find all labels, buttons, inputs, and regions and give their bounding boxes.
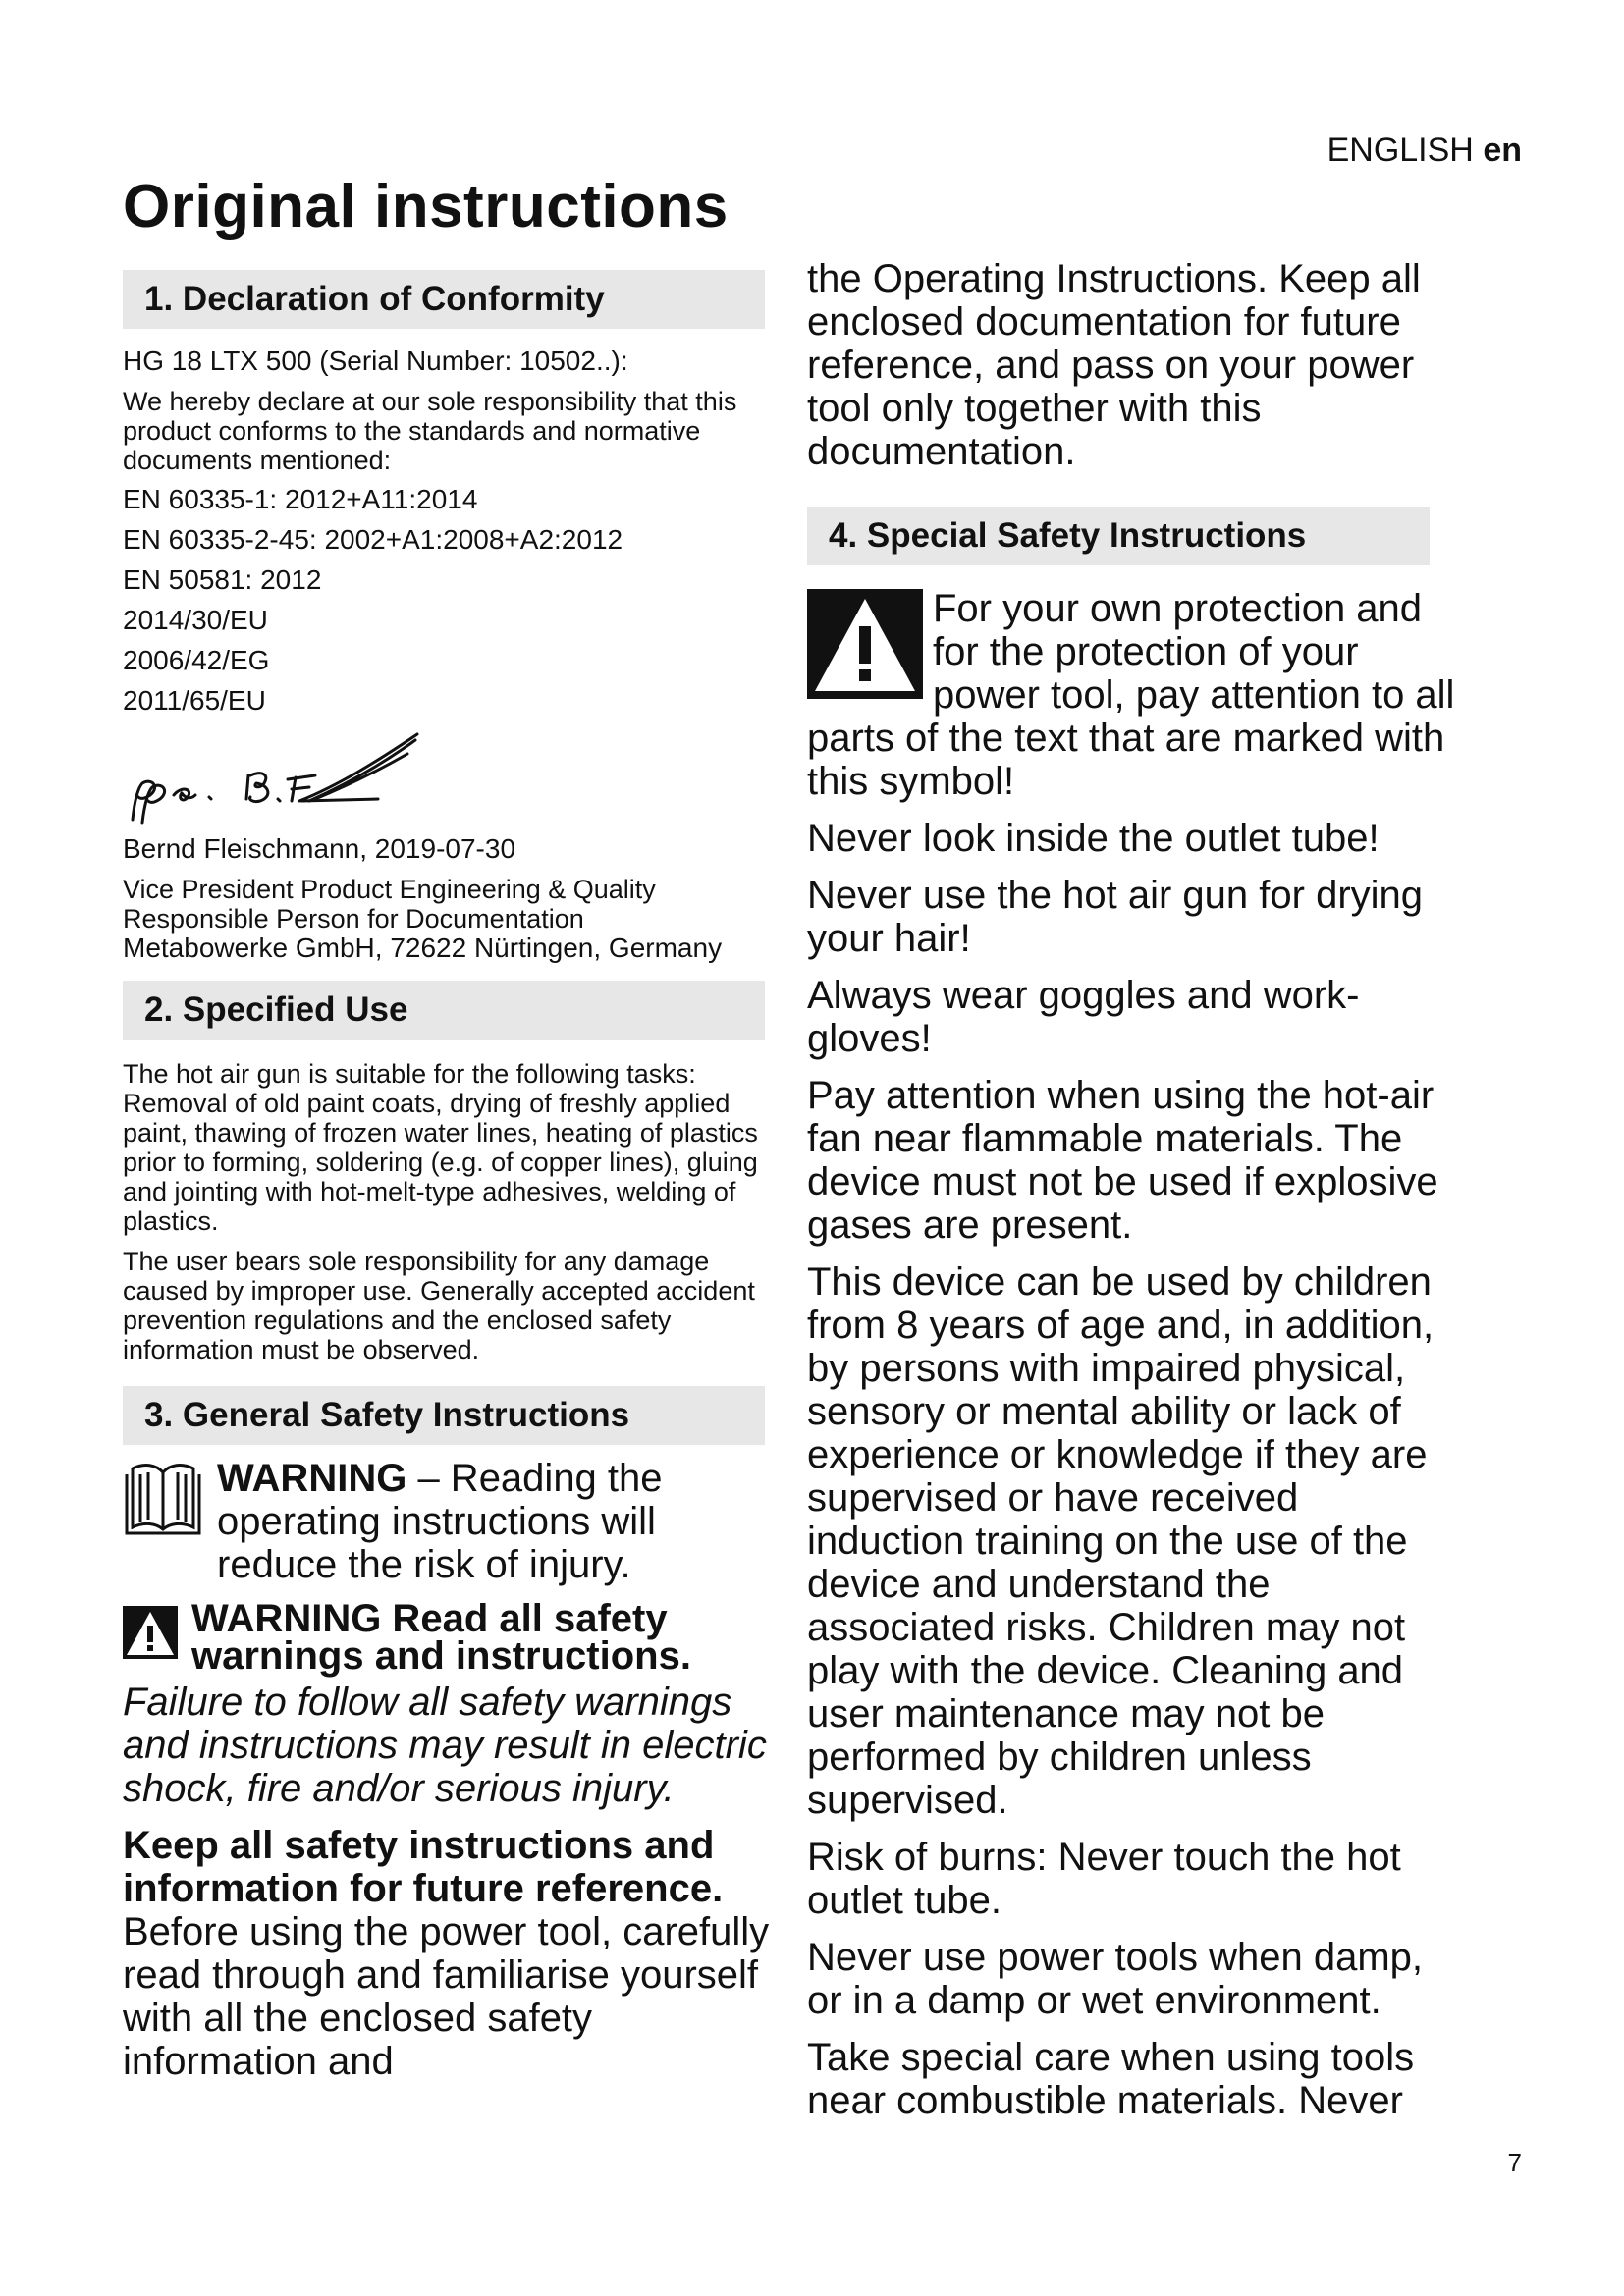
safety-item-8: Take special care when using tools near combustible materials. Never [807,2036,1415,2122]
right-column [807,257,1460,2136]
language-code: en [1483,132,1522,169]
language-indicator [1178,132,1522,170]
standard-1: EN 60335-1: 2012+A11:2014 [123,484,478,514]
user-responsibility-paragraph: The user bears sole responsibility for any damage caused by improper use. Generally accepted accident prevention regulations and the enclosed safety information must be observed. [123,1247,755,1364]
signatory: Bernd Fleischmann, 2019-07-30 [123,833,516,864]
signatory-role: Vice President Product Engineering & Quality [123,875,656,904]
signature [123,726,771,834]
safety-item-6: Risk of burns: Never touch the hot outlet tube. [807,1836,1401,1922]
declaration-statement: We hereby declare at our sole responsibility that this product conforms to the standards and normative documents mentioned: [123,387,737,475]
safety-item-2: Never use the hot air gun for drying your hair! [807,874,1424,960]
keep-instructions-bold: Keep all safety instructions and information for future reference. [123,1824,724,1910]
warning-label: WARNING [217,1457,407,1500]
symbol-notice [807,587,1460,803]
page-title: Original instructions [123,173,729,240]
warning-heading: WARNING Read all safety warnings and instructions. [191,1597,691,1678]
section-heading-declaration: 1. Declaration of Conformity [123,270,765,329]
warning-read-manual [123,1457,771,1586]
warning-read-text: – Reading the operating instructions will reduce the risk of injury. [217,1457,663,1586]
warning-symbol-icon [807,589,923,708]
safety-item-5: This device can be used by children from 8 years of age and, in addition, by persons with impaired physical, sensory or mental ability or lack of experience or knowledge if they are supervised or have received induction training on the use of the device and understand the associated risks. Children may not play with the device. Cleaning and user maintenance may not be performed by children unless supervised. [807,1260,1435,1822]
product-model: HG 18 LTX 500 (Serial Number: 10502..): [123,346,628,376]
safety-item-3: Always wear goggles and work-gloves! [807,974,1360,1060]
symbol-notice-text: For your own protection and for the protection of your power tool, pay attention to all parts of the text that are marked with this symbol! [807,587,1455,803]
safety-item-4: Pay attention when using the hot-air fan near flammable materials. The device must not be used if explosive gases are present. [807,1074,1438,1247]
responsible-person: Responsible Person for Documentation [123,904,584,934]
warning-read-all [123,1597,771,1810]
warning-consequence-text: Failure to follow all safety warnings and instructions may result in electric shock, fire and/or serious injury. [123,1681,767,1810]
left-column [123,270,771,2097]
company-address: Metabowerke GmbH, 72622 Nürtingen, Germany [123,933,723,963]
page-number: 7 [1507,2148,1522,2177]
language-name: ENGLISH [1326,132,1474,169]
section-heading-general-safety: 3. General Safety Instructions [123,1386,765,1445]
keep-instructions-text: Before using the power tool, carefully read through and familiarise yourself with all the enclosed safety information and [123,1910,770,2083]
directive-1: 2014/30/EU [123,605,268,635]
section-heading-special-safety: 4. Special Safety Instructions [807,507,1430,565]
specified-use-paragraph: The hot air gun is suitable for the following tasks: Removal of old paint coats, drying of freshly applied paint, thawing of frozen water lines, heating of plastics prior to forming, soldering (e.g. of copper lines), gluing and jointing with hot-melt-type adhesives, welding of plastics. [123,1059,758,1236]
standard-2: EN 60335-2-45: 2002+A1:2008+A2:2012 [123,524,623,555]
directive-3: 2011/65/EU [123,685,266,716]
standard-3: EN 50581: 2012 [123,564,322,595]
warning-triangle-icon [123,1606,178,1665]
general-safety-continued: the Operating Instructions. Keep all enclosed documentation for future reference, and pass on your power tool only together with this documentation. [807,257,1421,473]
directive-2: 2006/42/EG [123,645,270,675]
book-icon [123,1461,203,1548]
safety-item-1: Never look inside the outlet tube! [807,817,1380,860]
keep-instructions-paragraph [123,1824,771,2083]
safety-item-7: Never use power tools when damp, or in a damp or wet environment. [807,1936,1423,2022]
section-heading-specified-use: 2. Specified Use [123,981,765,1040]
